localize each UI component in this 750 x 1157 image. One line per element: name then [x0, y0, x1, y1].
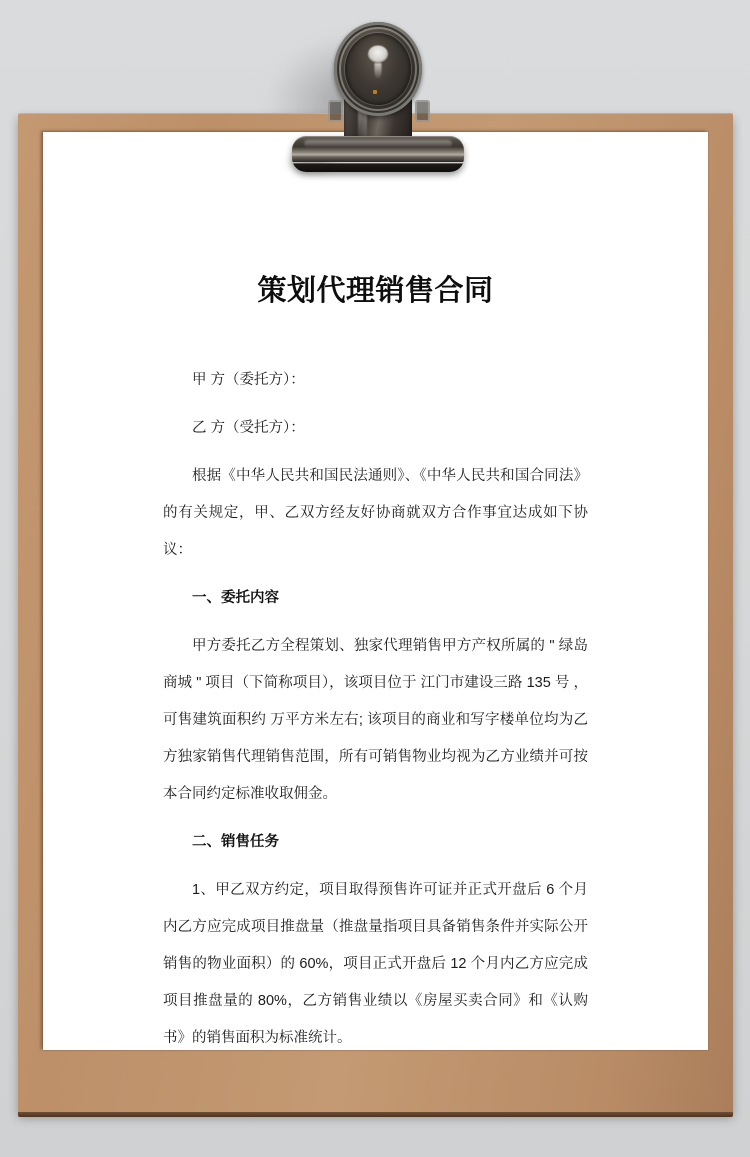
section-heading-2: 二、销售任务: [192, 834, 279, 850]
clip-disc-speck: [373, 90, 377, 94]
section-1-paragraph-1: 甲方委托乙方全程策划、独家代理销售甲方产权所属的 " 绿岛商城 " 项目（下简称项目），该项目位于 江门市建设三路 135 号 ，可售建筑面积约 万平方米左右; 该项目的商业和写字楼单位均为乙方独家销售代理销售范围，所有可销售物业均视为乙方业绩并可按本合同约定标准收取佣金。: [163, 638, 588, 802]
clipboard-bottom-edge: [18, 1112, 733, 1117]
party-a-line: 甲 方（委托方）：: [192, 372, 305, 388]
document-body: [163, 362, 588, 1057]
clip-ear-right-icon: [415, 100, 430, 122]
spacer: [163, 447, 588, 458]
section-2-paragraph-1: 1、甲乙双方约定，项目取得预售许可证并正式开盘后 6 个月内乙方应完成项目推盘量（推盘量指项目具备销售条件并实际公开销售的物业面积）的 60%，项目正式开盘后 12 个月内乙方应完成项目推盘量的 80%，乙方销售业绩以《房屋买卖合同》和《认购书》的销售面积为标准统计。: [163, 882, 588, 1046]
clip-bar-icon: [292, 136, 464, 172]
spacer: [163, 569, 588, 580]
spacer: [163, 399, 588, 410]
clip-disc-highlight: [368, 45, 388, 62]
clip-ear-left-icon: [328, 100, 343, 122]
page-title: 策划代理销售合同: [257, 275, 494, 307]
spacer: [163, 861, 588, 872]
clip-disc-reflection: [375, 63, 382, 79]
spacer: [163, 813, 588, 824]
clip-disc-icon: [334, 22, 422, 116]
spacer: [163, 617, 588, 628]
clip-bar-highlight: [304, 140, 452, 148]
section-heading-1: 一、委托内容: [192, 590, 279, 606]
document-content: [43, 132, 708, 1050]
party-b-line: 乙 方（受托方）：: [192, 420, 305, 436]
binder-clip-icon: [292, 22, 464, 174]
preamble-paragraph: 根据《中华人民共和国民法通则》、《中华人民共和国合同法》的有关规定，甲、乙双方经友好协商就双方合作事宜达成如下协议：: [163, 468, 588, 558]
